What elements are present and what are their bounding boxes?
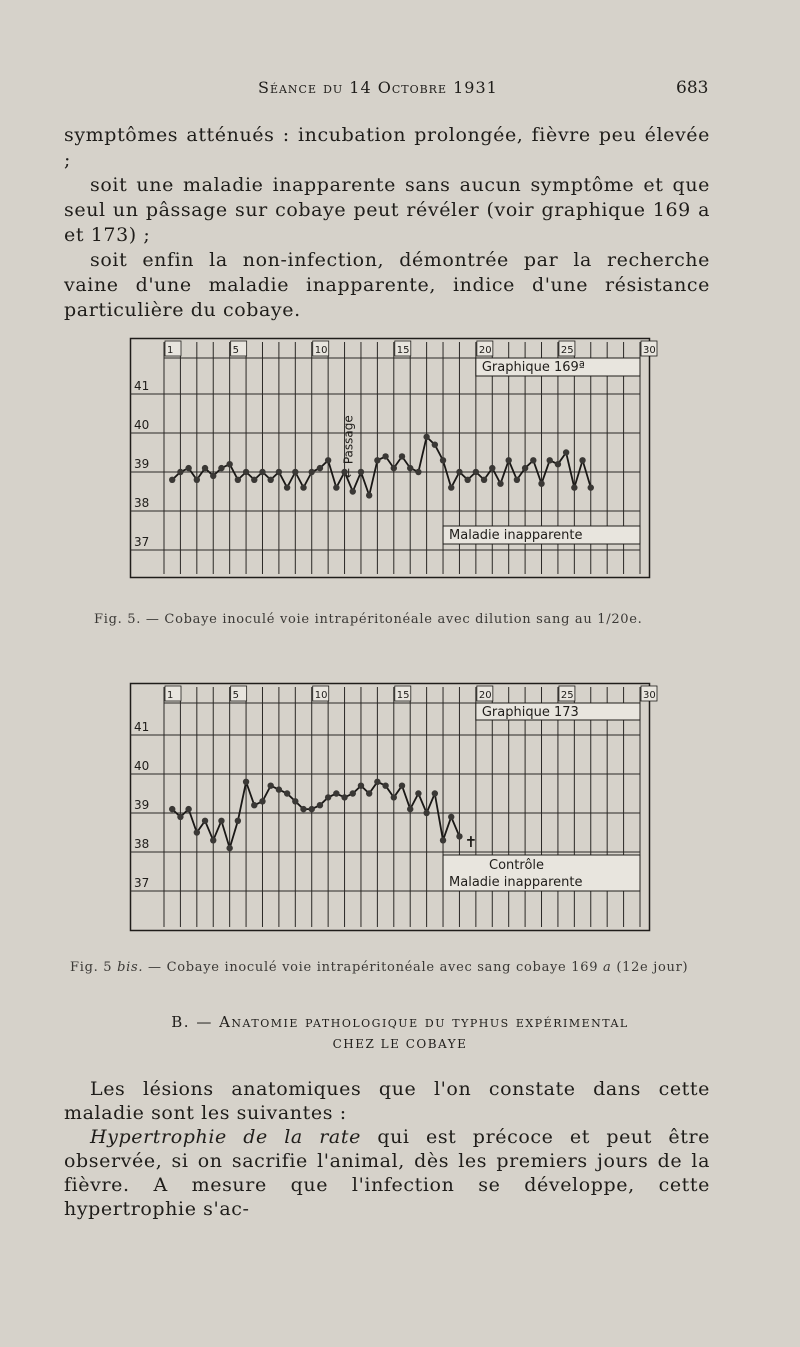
temperature-point — [456, 469, 462, 475]
temperature-point — [202, 465, 208, 471]
temperature-point — [325, 794, 331, 800]
temperature-point — [505, 457, 511, 463]
temperature-point — [464, 477, 470, 483]
y-tick-label: 38 — [134, 496, 150, 510]
caption-bis: bis. — [117, 960, 144, 975]
temperature-point — [284, 484, 290, 490]
x-tick-label: 20 — [478, 690, 492, 701]
x-tick-label: 10 — [314, 345, 328, 356]
graph-title: Graphique 173 — [481, 705, 579, 720]
paragraph-1: symptômes atténués : incubation prolongée, fièvre peu élevée ; — [64, 124, 710, 171]
temperature-chart-169a — [130, 338, 656, 578]
temperature-point — [448, 814, 454, 820]
temperature-point — [202, 818, 208, 824]
temperature-point — [325, 457, 331, 463]
temperature-point — [350, 488, 356, 494]
y-tick-label: 40 — [134, 418, 150, 432]
temperature-point — [563, 449, 569, 455]
temperature-point — [194, 829, 200, 835]
temperature-point — [440, 837, 446, 843]
temperature-point — [226, 461, 232, 467]
temperature-point — [169, 477, 175, 483]
x-tick-label: 30 — [643, 690, 656, 701]
temperature-point — [317, 465, 323, 471]
section-heading-line-2: CHEZ LE COBAYE — [332, 1037, 468, 1051]
temperature-point — [333, 790, 339, 796]
paragraph-3: soit enfin la non-infection, démontrée par la recherche vaine d'une maladie inapparente, indice d'une résistance particulière du cobaye. — [64, 249, 710, 321]
temperature-point — [341, 794, 347, 800]
x-tick-label: 5 — [232, 690, 240, 701]
running-head: Séance du 14 Octobre 1931 — [258, 78, 498, 97]
temperature-point — [194, 477, 200, 483]
temperature-point — [399, 453, 405, 459]
passage-annotation: ← Passage — [341, 415, 356, 478]
temperature-point — [267, 783, 273, 789]
x-tick-label: 25 — [560, 345, 574, 356]
temperature-point — [481, 477, 487, 483]
temperature-point — [226, 845, 232, 851]
temperature-point — [243, 469, 249, 475]
temperature-point — [432, 790, 438, 796]
temperature-point — [350, 790, 356, 796]
death-mark: ✝ — [464, 833, 478, 851]
temperature-point — [530, 457, 536, 463]
x-tick-label: 15 — [396, 345, 410, 356]
caption-rest: — Cobaye inoculé voie intrapéritonéale avec sang cobaye 169 — [148, 960, 599, 975]
temperature-point — [185, 806, 191, 812]
temperature-point — [456, 833, 462, 839]
section-heading-line-1: B. — Anatomie pathologique du typhus expérimental — [171, 1013, 629, 1031]
temperature-point — [514, 477, 520, 483]
caption-fig: Fig. 5 — [70, 960, 113, 975]
temperature-point — [218, 465, 224, 471]
temperature-point — [292, 469, 298, 475]
caption-end: (12e jour) — [616, 960, 689, 975]
x-tick-label: 30 — [643, 345, 656, 356]
temperature-point — [366, 790, 372, 796]
temperature-point — [333, 484, 339, 490]
temperature-point — [169, 806, 175, 812]
temperature-point — [259, 798, 265, 804]
temperature-point — [538, 481, 544, 487]
x-tick-label: 25 — [560, 690, 574, 701]
temperature-point — [374, 457, 380, 463]
temperature-point — [235, 818, 241, 824]
temperature-point — [522, 465, 528, 471]
temperature-point — [391, 465, 397, 471]
temperature-point — [292, 798, 298, 804]
annotation-line-1: Contrôle — [489, 858, 545, 873]
temperature-point — [407, 806, 413, 812]
temperature-point — [358, 783, 364, 789]
x-tick-label: 1 — [167, 690, 174, 701]
page-number: 683 — [676, 78, 709, 98]
annotation-text: Maladie inapparente — [449, 528, 583, 543]
bottom-text-block — [64, 1077, 710, 1221]
temperature-point — [218, 818, 224, 824]
temperature-line — [172, 437, 591, 496]
caption-a: a — [603, 960, 612, 975]
temperature-point — [267, 477, 273, 483]
temperature-point — [366, 492, 372, 498]
temperature-point — [309, 806, 315, 812]
y-tick-label: 38 — [134, 837, 150, 851]
temperature-point — [210, 473, 216, 479]
temperature-point — [415, 790, 421, 796]
top-text-block — [64, 123, 710, 323]
temperature-point — [382, 783, 388, 789]
temperature-point — [497, 481, 503, 487]
temperature-point — [243, 779, 249, 785]
temperature-point — [235, 477, 241, 483]
temperature-point — [415, 469, 421, 475]
x-tick-label: 5 — [232, 345, 240, 356]
temperature-point — [579, 457, 585, 463]
temperature-point — [555, 461, 561, 467]
temperature-point — [210, 837, 216, 843]
y-tick-label: 40 — [134, 759, 150, 773]
figure-1-caption: Fig. 5. — Cobaye inoculé voie intrapéritonéale avec dilution sang au 1/20e. — [94, 612, 643, 627]
temperature-point — [284, 790, 290, 796]
temperature-point — [276, 786, 282, 792]
temperature-point — [473, 469, 479, 475]
temperature-point — [382, 453, 388, 459]
y-tick-label: 39 — [134, 457, 150, 471]
temperature-point — [300, 806, 306, 812]
paragraph-5 — [64, 1125, 710, 1221]
x-tick-label: 20 — [478, 345, 492, 356]
temperature-point — [547, 457, 553, 463]
italic-term: Hypertrophie de la rate — [90, 1126, 361, 1148]
temperature-point — [432, 442, 438, 448]
temperature-point — [358, 469, 364, 475]
temperature-point — [317, 802, 323, 808]
chart-frame — [131, 684, 650, 931]
temperature-point — [423, 810, 429, 816]
temperature-point — [185, 465, 191, 471]
temperature-point — [407, 465, 413, 471]
temperature-point — [391, 794, 397, 800]
temperature-point — [300, 484, 306, 490]
temperature-point — [571, 484, 577, 490]
x-tick-label: 15 — [396, 690, 410, 701]
paragraph-5-rest: qui est précoce et peut être observée, si on sacrifie l'animal, dès les premiers jours de la fièvre. A mesure que l'infection se développe, cette hypertrophie s'ac- — [64, 1126, 710, 1220]
y-tick-label: 41 — [134, 720, 150, 734]
y-tick-label: 37 — [134, 535, 150, 549]
temperature-point — [177, 814, 183, 820]
paragraph-2: soit une maladie inapparente sans aucun symptôme et que seul un pâssage sur cobaye peut révéler (voir graphique 169 a et 173) ; — [64, 174, 710, 246]
temperature-point — [448, 484, 454, 490]
temperature-point — [440, 457, 446, 463]
section-heading — [64, 1013, 736, 1051]
temperature-point — [276, 469, 282, 475]
temperature-point — [399, 783, 405, 789]
temperature-point — [309, 469, 315, 475]
graph-title: Graphique 169ª — [481, 360, 585, 375]
x-tick-label: 10 — [314, 690, 328, 701]
paragraph-4: Les lésions anatomiques que l'on constate dans cette maladie sont les suivantes : — [64, 1078, 710, 1124]
y-tick-label: 37 — [134, 876, 150, 890]
temperature-point — [423, 434, 429, 440]
figure-2-caption — [70, 960, 688, 975]
temperature-point — [374, 779, 380, 785]
temperature-chart-173 — [130, 683, 656, 931]
x-tick-label: 1 — [167, 345, 174, 356]
temperature-point — [177, 469, 183, 475]
temperature-point — [251, 477, 257, 483]
temperature-point — [251, 802, 257, 808]
annotation-line-2: Maladie inapparente — [449, 875, 583, 890]
y-tick-label: 39 — [134, 798, 150, 812]
y-tick-label: 41 — [134, 379, 150, 393]
temperature-point — [588, 484, 594, 490]
temperature-point — [489, 465, 495, 471]
temperature-point — [259, 469, 265, 475]
